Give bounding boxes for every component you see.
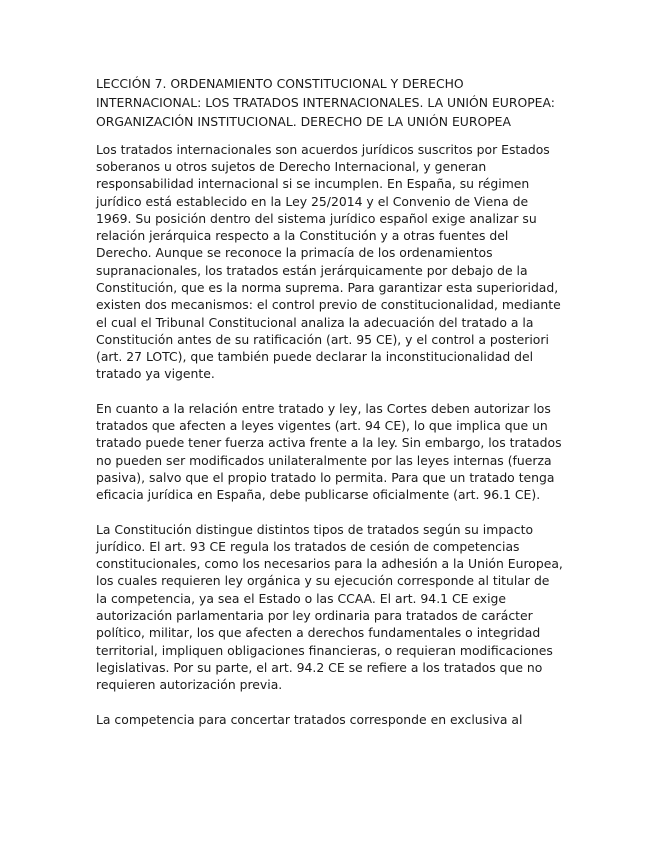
paragraph-treaty-competence: La competencia para concertar tratados corresponde en exclusiva al <box>96 711 523 727</box>
paragraph-treaties-definition: Los tratados internacionales son acuerdos jurídicos suscritos por Estados soberanos u otros sujetos de Derecho Internacional, y generan responsabilidad internacional si se incumplen. En España, su régimen jurídico está establecido en la Ley 25/2014 y el Convenio de Viena de 1969. Su posición dentro del sistema jurídico español exige analizar su relación jerárquica respecto a la Constitución y a otras fuentes del Derecho. Aunque se reconoce la primacía de los ordenamientos supranacionales, los tratados están jerárquicamente por debajo de la Constitución, que es la norma suprema. Para garantizar esta superioridad, existen dos mecanismos: el control previo de constitucionalidad, mediante el cual el Tribunal Constitucional analiza la adecuación del tratado a la Constitución antes de su ratificación (art. 95 CE), y el control a posteriori (art. 27 LOTC), que también puede declarar la inconstitucionalidad del tratado ya vigente. <box>96 141 561 382</box>
document-page <box>96 74 564 745</box>
lesson-title: LECCIÓN 7. ORDENAMIENTO CONSTITUCIONAL Y DERECHO INTERNACIONAL: LOS TRATADOS INTERNACIONALES. LA UNIÓN EUROPEA: ORGANIZACIÓN INSTITUCIONAL. DERECHO DE LA UNIÓN EUROPEA <box>96 76 555 130</box>
paragraph-treaty-law-relation: En cuanto a la relación entre tratado y ley, las Cortes deben autorizar los tratados que afecten a leyes vigentes (art. 94 CE), lo que implica que un tratado puede tener fuerza activa frente a la ley. Sin embargo, los tratados no pueden ser modificados unilateralmente por las leyes internas (fuerza pasiva), salvo que el propio tratado lo permita. Para que un tratado tenga eficacia jurídica en España, debe publicarse oficialmente (art. 96.1 CE). <box>96 400 562 503</box>
paragraph-treaty-types: La Constitución distingue distintos tipos de tratados según su impacto jurídico. El art. 93 CE regula los tratados de cesión de competencias constitucionales, como los necesarios para la adhesión a la Unión Europea, los cuales requieren ley orgánica y su ejecución corresponde al titular de la competencia, ya sea el Estado o las CCAA. El art. 94.1 CE exige autorización parlamentaria por ley ordinaria para tratados de carácter político, militar, los que afecten a derechos fundamentales o integridad territorial, impliquen obligaciones financieras, o requieran modificaciones legislativas. Por su parte, el art. 94.2 CE se refiere a los tratados que no requieren autorización previa. <box>96 521 563 693</box>
